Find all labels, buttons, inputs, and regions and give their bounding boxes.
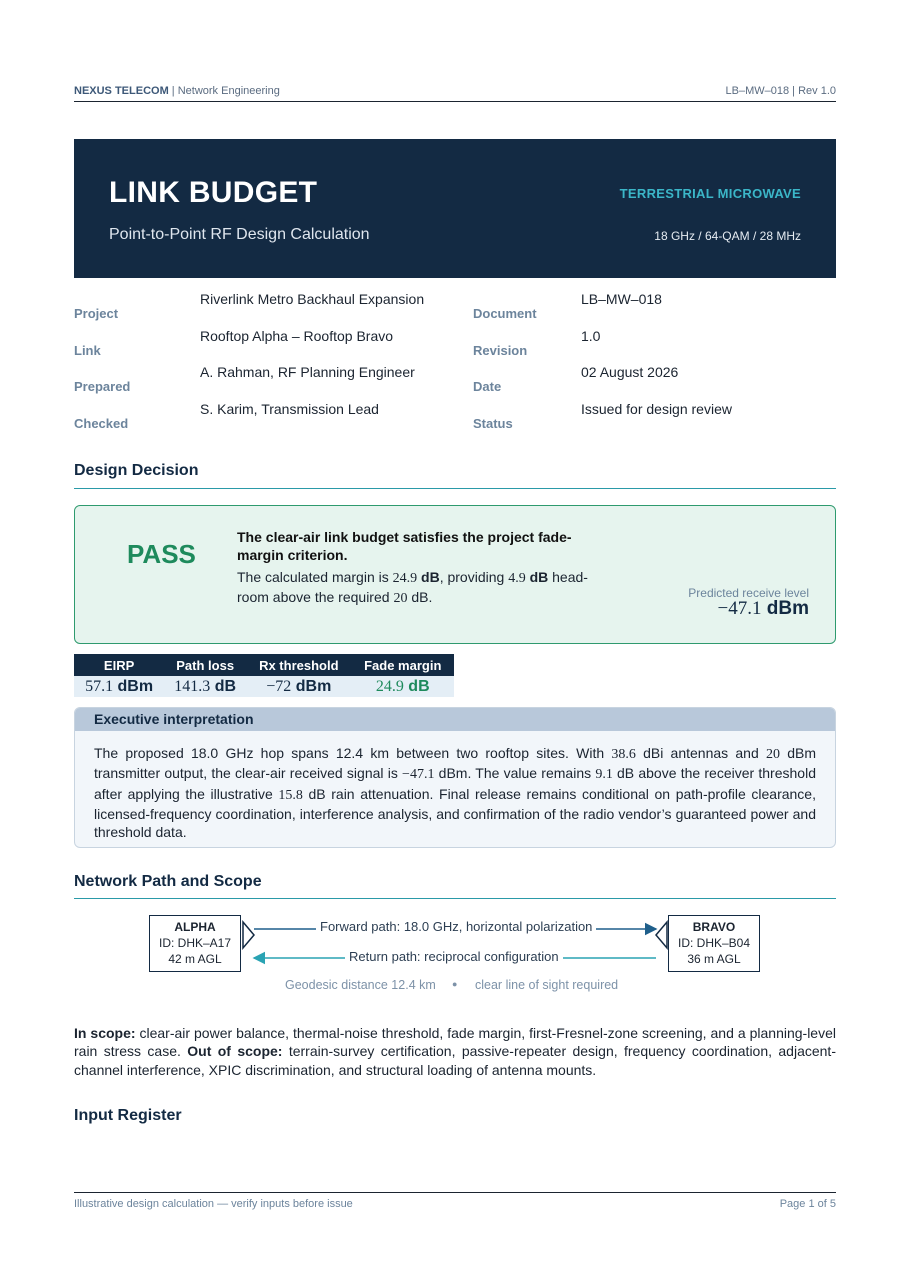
- kpi-header-row: [74, 654, 454, 676]
- exec-text: dBm. The value remains: [434, 765, 596, 782]
- forward-path-label: Forward path: 18.0 GHz, horizontal polarization: [316, 919, 596, 934]
- in-scope-text: clear-air power balance, thermal-noise threshold, fade margin, first-Fresnel-zone screening, and a planning-level rain stress case.: [74, 1025, 836, 1060]
- meta-value-project: Riverlink Metro Backhaul Expansion: [200, 291, 425, 307]
- antenna-gain: 38.6: [611, 747, 636, 762]
- site-bravo-name: BRAVO: [692, 920, 736, 934]
- rx-level: −47.1: [402, 767, 435, 783]
- verdict-badge: PASS: [127, 539, 196, 569]
- verdict-text: , providing: [439, 569, 509, 585]
- los-requirement: clear line of sight required: [475, 978, 619, 992]
- site-bravo-id: ID: DHK–B04: [677, 936, 751, 950]
- kpi-unit: dB: [408, 677, 430, 695]
- header-org: [74, 85, 280, 97]
- meta-value-prepared: A. Rahman, RF Planning Engineer: [200, 364, 415, 380]
- meta-value-status: Issued for design review: [581, 401, 732, 417]
- exec-text: dBi antennas and: [635, 745, 766, 761]
- kpi-path-loss: [164, 676, 246, 697]
- section-title-design-decision: Design Decision: [74, 462, 199, 479]
- verdict-text: dB.: [407, 589, 433, 605]
- verdict-text: The calculated margin is: [237, 569, 393, 585]
- meta-label-prepared: Prepared: [74, 379, 131, 394]
- header-doc-ref: LB–MW–018 | Rev 1.0: [725, 85, 836, 97]
- section-rule: [74, 488, 836, 489]
- kpi-eirp: [74, 676, 164, 697]
- kpi-value-row: [74, 676, 454, 697]
- page-title: LINK BUDGET: [109, 176, 318, 209]
- required-value: 20: [393, 591, 408, 606]
- alpha-antenna-icon: [243, 922, 254, 948]
- exec-text: dB rain attenuation. Final release remains conditional on path-profile clearance, licensed-frequency coordination, interference analysis, and confirmation of the radio vendor’s guaranteed power and threshold data.: [94, 785, 816, 841]
- kpi-unit: dBm: [295, 677, 332, 695]
- site-alpha-id: ID: DHK–A17: [158, 936, 232, 950]
- headroom-value: 4.9: [508, 571, 526, 586]
- bullet-separator-icon: ●: [452, 979, 458, 989]
- kpi-value: 141.3: [174, 677, 211, 695]
- verdict-headline: The clear-air link budget satisfies the project fade-margin criterion.: [237, 529, 572, 563]
- site-bravo-height: 36 m AGL: [687, 952, 741, 966]
- header-separator: |: [168, 85, 178, 97]
- out-of-scope-text: terrain-survey certification, passive-repeater design, frequency coordination, adjacent-channel interference, XPIC discrimination, and structural loading of antenna mounts.: [74, 1043, 836, 1078]
- meta-value-date: 02 August 2026: [581, 364, 679, 380]
- meta-label-status: Status: [473, 416, 513, 431]
- link-spec: 18 GHz / 64-QAM / 28 MHz: [654, 229, 801, 243]
- meta-value-revision: 1.0: [581, 328, 601, 344]
- rx-level-number: −47.1: [717, 598, 762, 619]
- exec-text: dBm transmitter output, the clear-air received signal is: [94, 745, 817, 782]
- meta-value-link: Rooftop Alpha – Rooftop Bravo: [200, 328, 394, 344]
- department-name: Network Engineering: [177, 85, 280, 97]
- site-alpha: [149, 915, 241, 972]
- exec-text: The proposed 18.0 GHz hop spans 12.4 km between two rooftop sites. With: [94, 745, 612, 761]
- exec-text: dB above the receiver threshold after applying the illustrative: [94, 765, 816, 802]
- verdict-text: head-room above the required: [237, 569, 588, 605]
- kpi-header: Fade margin: [351, 654, 454, 676]
- section-title-input-register: Input Register: [74, 1107, 182, 1124]
- in-scope-label: In scope:: [74, 1025, 136, 1041]
- executive-header: [75, 708, 835, 731]
- rx-level-label: Predicted receive level: [688, 586, 809, 600]
- unit: dB: [529, 569, 549, 585]
- kpi-header: Path loss: [164, 654, 246, 676]
- page-subtitle: Point-to-Point RF Design Calculation: [109, 226, 370, 243]
- above-threshold: 9.1: [595, 767, 613, 783]
- meta-label-document: Document: [473, 306, 537, 321]
- rx-level-unit: dBm: [766, 598, 809, 619]
- meta-label-revision: Revision: [473, 343, 528, 358]
- section-rule: [74, 898, 836, 899]
- meta-label-link: Link: [74, 343, 101, 358]
- footer-note: Illustrative design calculation — verify inputs before issue: [74, 1198, 353, 1210]
- site-bravo: [668, 915, 760, 972]
- kpi-unit: dBm: [117, 677, 154, 695]
- meta-label-checked: Checked: [74, 416, 129, 431]
- kpi-value: −72: [266, 677, 292, 695]
- kpi-value: 57.1: [85, 677, 114, 695]
- title-banner: [74, 139, 836, 278]
- verdict-box: [74, 505, 836, 644]
- section-title-network-path: Network Path and Scope: [74, 873, 262, 890]
- page-number: Page 1 of 5: [779, 1198, 836, 1210]
- scope-paragraph: [74, 1024, 836, 1079]
- site-alpha-height: 42 m AGL: [168, 952, 222, 966]
- tx-power: 20: [765, 747, 780, 762]
- kpi-header: EIRP: [74, 654, 164, 676]
- geodesic-distance: Geodesic distance 12.4 km: [285, 978, 436, 992]
- executive-title: Executive interpretation: [94, 711, 254, 727]
- executive-text: [94, 744, 816, 841]
- margin-value: 24.9: [392, 571, 418, 586]
- out-of-scope-label: Out of scope:: [187, 1043, 283, 1060]
- executive-box: [74, 707, 836, 848]
- meta-value-document: LB–MW–018: [581, 291, 662, 307]
- link-type: TERRESTRIAL MICROWAVE: [619, 186, 801, 201]
- bravo-antenna-icon: [656, 922, 667, 948]
- meta-label-date: Date: [473, 379, 502, 394]
- return-path-label: Return path: reciprocal configuration: [345, 949, 563, 964]
- kpi-value: 24.9: [375, 677, 404, 695]
- rain-attenuation: 15.8: [278, 787, 303, 803]
- site-alpha-name: ALPHA: [174, 920, 216, 934]
- kpi-fade-margin: [351, 676, 454, 697]
- meta-label-project: Project: [74, 306, 119, 321]
- rx-level-value: [718, 598, 809, 620]
- kpi-table: [74, 654, 454, 697]
- page-footer: [74, 1192, 836, 1210]
- meta-value-checked: S. Karim, Transmission Lead: [200, 401, 379, 417]
- kpi-unit: dB: [214, 677, 237, 695]
- kpi-header: Rx threshold: [246, 654, 351, 676]
- kpi-rx-threshold: [246, 676, 351, 697]
- company-name: NEXUS TELECOM: [74, 85, 169, 97]
- unit: dB: [421, 569, 440, 585]
- running-header: [74, 84, 836, 102]
- verdict-body: [237, 568, 617, 608]
